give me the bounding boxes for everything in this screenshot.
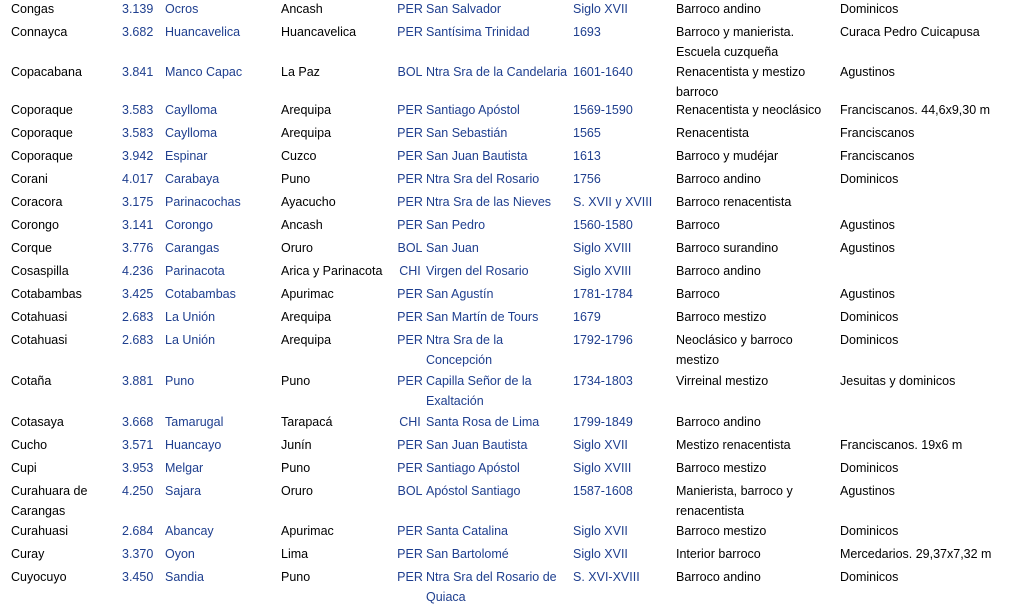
- cell-province: Puno: [165, 374, 195, 388]
- cell-altitude: 2.684: [122, 524, 154, 538]
- cell-style: Barroco mestizo: [676, 461, 767, 475]
- cell-country: BOL: [397, 241, 423, 255]
- cell-altitude: 3.571: [122, 438, 154, 452]
- cell-town: Cotasaya: [11, 415, 64, 429]
- cell-style: Barroco y manierista. Escuela cuzqueña: [676, 25, 795, 59]
- cell-style: Barroco andino: [676, 2, 761, 16]
- cell-department: Junín: [281, 438, 312, 452]
- cell-style: Barroco andino: [676, 415, 761, 429]
- cell-town: Cuyocuyo: [11, 570, 67, 584]
- cell-altitude: 3.583: [122, 126, 154, 140]
- cell-town: Curay: [11, 547, 45, 561]
- cell-date: 1565: [573, 126, 601, 140]
- cell-country: PER: [397, 195, 423, 209]
- cell-province: Sajara: [165, 484, 202, 498]
- cell-altitude: 3.881: [122, 374, 154, 388]
- cell-country: PER: [397, 333, 423, 347]
- cell-notes: Agustinos: [840, 241, 895, 255]
- cell-altitude: 3.583: [122, 103, 154, 117]
- cell-town: Corongo: [11, 218, 59, 232]
- cell-date: S. XVII y XVIII: [573, 195, 653, 209]
- cell-province: Parinacochas: [165, 195, 241, 209]
- cell-province: Tamarugal: [165, 415, 224, 429]
- cell-department: Cuzco: [281, 149, 317, 163]
- cell-church: Santa Catalina: [426, 524, 509, 538]
- cell-style: Barroco mestizo: [676, 524, 767, 538]
- cell-province: Huancavelica: [165, 25, 241, 39]
- cell-church: Apóstol Santiago: [426, 484, 521, 498]
- cell-country: CHI: [399, 415, 421, 429]
- cell-town: Coracora: [11, 195, 63, 209]
- cell-altitude: 3.953: [122, 461, 154, 475]
- cell-department: Apurimac: [281, 287, 334, 301]
- cell-province: Sandia: [165, 570, 204, 584]
- cell-town: Cotabambas: [11, 287, 82, 301]
- cell-date: 1560-1580: [573, 218, 633, 232]
- cell-church: San Juan Bautista: [426, 438, 528, 452]
- cell-notes: Franciscanos: [840, 126, 915, 140]
- cell-country: PER: [397, 218, 423, 232]
- cell-notes: Mercedarios. 29,37x7,32 m: [840, 547, 992, 561]
- cell-town: Coporaque: [11, 126, 73, 140]
- cell-province: Carabaya: [165, 172, 220, 186]
- cell-town: Corque: [11, 241, 52, 255]
- cell-country: PER: [397, 374, 423, 388]
- cell-altitude: 4.236: [122, 264, 154, 278]
- cell-church: Ntra Sra de la Candelaria: [426, 65, 568, 79]
- cell-notes: Franciscanos. 44,6x9,30 m: [840, 103, 991, 117]
- cell-style: Barroco y mudéjar: [676, 149, 779, 163]
- cell-town: Curahuasi: [11, 524, 68, 538]
- cell-church: Ntra Sra del Rosario: [426, 172, 540, 186]
- cell-town: Cotahuasi: [11, 333, 68, 347]
- cell-church: San Salvador: [426, 2, 502, 16]
- cell-altitude: 4.017: [122, 172, 154, 186]
- cell-country: PER: [397, 287, 423, 301]
- cell-country: PER: [397, 2, 423, 16]
- cell-town: Cupi: [11, 461, 37, 475]
- cell-church: Capilla Señor de la Exaltación: [426, 374, 532, 408]
- cell-department: Puno: [281, 570, 311, 584]
- cell-country: PER: [397, 172, 423, 186]
- cell-country: PER: [397, 438, 423, 452]
- cell-church: Ntra Sra del Rosario de Quiaca: [426, 570, 557, 604]
- cell-style: Barroco renacentista: [676, 195, 792, 209]
- cell-province: Espinar: [165, 149, 208, 163]
- cell-date: 1679: [573, 310, 601, 324]
- cell-date: 1613: [573, 149, 601, 163]
- cell-style: Barroco surandino: [676, 241, 779, 255]
- cell-province: Abancay: [165, 524, 214, 538]
- cell-department: Huancavelica: [281, 25, 357, 39]
- cell-date: Siglo XVII: [573, 2, 628, 16]
- cell-town: Coporaque: [11, 149, 73, 163]
- cell-province: Parinacota: [165, 264, 225, 278]
- cell-country: PER: [397, 25, 423, 39]
- cell-department: Arica y Parinacota: [281, 264, 383, 278]
- cell-department: Ancash: [281, 2, 323, 16]
- cell-church: San Pedro: [426, 218, 486, 232]
- cell-country: PER: [397, 461, 423, 475]
- cell-notes: Dominicos: [840, 461, 899, 475]
- cell-province: Huancayo: [165, 438, 222, 452]
- cell-style: Barroco andino: [676, 570, 761, 584]
- cell-altitude: 3.139: [122, 2, 154, 16]
- cell-style: Barroco: [676, 287, 720, 301]
- cell-town: Cotahuasi: [11, 310, 68, 324]
- cell-date: Siglo XVII: [573, 547, 628, 561]
- cell-department: Tarapacá: [281, 415, 333, 429]
- cell-town: Cucho: [11, 438, 48, 452]
- cell-department: Puno: [281, 374, 311, 388]
- cell-notes: Curaca Pedro Cuicapusa: [840, 25, 980, 39]
- cell-date: S. XVI-XVIII: [573, 570, 640, 584]
- cell-notes: Dominicos: [840, 2, 899, 16]
- cell-date: 1693: [573, 25, 601, 39]
- cell-church: San Juan Bautista: [426, 149, 528, 163]
- cell-date: Siglo XVIII: [573, 264, 632, 278]
- cell-altitude: 3.668: [122, 415, 154, 429]
- cell-notes: Agustinos: [840, 287, 895, 301]
- cell-date: Siglo XVII: [573, 438, 628, 452]
- cell-date: 1569-1590: [573, 103, 633, 117]
- cell-department: Oruro: [281, 484, 313, 498]
- cell-town: Copacabana: [11, 65, 82, 79]
- cell-country: PER: [397, 126, 423, 140]
- cell-style: Barroco andino: [676, 172, 761, 186]
- cell-church: San Juan: [426, 241, 479, 255]
- cell-province: Caylloma: [165, 103, 218, 117]
- cell-notes: Dominicos: [840, 310, 899, 324]
- cell-province: La Unión: [165, 333, 216, 347]
- cell-style: Barroco andino: [676, 264, 761, 278]
- cell-church: San Sebastián: [426, 126, 508, 140]
- cell-town: Cosaspilla: [11, 264, 69, 278]
- cell-style: Interior barroco: [676, 547, 761, 561]
- cell-department: Arequipa: [281, 126, 332, 140]
- cell-country: CHI: [399, 264, 421, 278]
- cell-style: Virreinal mestizo: [676, 374, 769, 388]
- cell-style: Neoclásico y barroco mestizo: [676, 333, 793, 367]
- cell-notes: Dominicos: [840, 333, 899, 347]
- cell-altitude: 4.250: [122, 484, 154, 498]
- cell-town: Congas: [11, 2, 55, 16]
- cell-style: Mestizo renacentista: [676, 438, 791, 452]
- cell-church: Santa Rosa de Lima: [426, 415, 540, 429]
- cell-department: Apurimac: [281, 524, 334, 538]
- cell-notes: Dominicos: [840, 570, 899, 584]
- cell-country: PER: [397, 103, 423, 117]
- cell-style: Barroco mestizo: [676, 310, 767, 324]
- cell-date: 1792-1796: [573, 333, 633, 347]
- cell-church: Virgen del Rosario: [426, 264, 529, 278]
- cell-altitude: 3.175: [122, 195, 154, 209]
- cell-altitude: 3.370: [122, 547, 154, 561]
- cell-notes: Dominicos: [840, 172, 899, 186]
- cell-notes: Franciscanos. 19x6 m: [840, 438, 963, 452]
- cell-country: BOL: [397, 65, 423, 79]
- cell-department: Oruro: [281, 241, 313, 255]
- cell-style: Barroco: [676, 218, 720, 232]
- cell-town: Curahuara de Carangas: [11, 484, 88, 518]
- cell-town: Connayca: [11, 25, 68, 39]
- cell-date: 1799-1849: [573, 415, 633, 429]
- cell-notes: Agustinos: [840, 65, 895, 79]
- cell-altitude: 3.141: [122, 218, 154, 232]
- cell-notes: Agustinos: [840, 218, 895, 232]
- cell-country: PER: [397, 149, 423, 163]
- cell-department: Lima: [281, 547, 309, 561]
- cell-altitude: 3.425: [122, 287, 154, 301]
- cell-country: PER: [397, 570, 423, 584]
- cell-province: Corongo: [165, 218, 213, 232]
- cell-date: Siglo XVIII: [573, 241, 632, 255]
- cell-province: Ocros: [165, 2, 199, 16]
- cell-church: Ntra Sra de la Concepción: [426, 333, 504, 367]
- cell-country: PER: [397, 547, 423, 561]
- cell-department: Ayacucho: [281, 195, 336, 209]
- cell-town: Cotaña: [11, 374, 52, 388]
- cell-altitude: 2.683: [122, 310, 154, 324]
- cell-date: 1587-1608: [573, 484, 633, 498]
- cell-province: La Unión: [165, 310, 216, 324]
- cell-church: Ntra Sra de las Nieves: [426, 195, 552, 209]
- cell-church: San Agustín: [426, 287, 494, 301]
- cell-church: San Martín de Tours: [426, 310, 539, 324]
- cell-town: Coporaque: [11, 103, 73, 117]
- cell-style: Manierista, barroco y renacentista: [676, 484, 793, 518]
- cell-altitude: 3.776: [122, 241, 154, 255]
- cell-church: Santiago Apóstol: [426, 103, 520, 117]
- cell-date: Siglo XVIII: [573, 461, 632, 475]
- cell-notes: Jesuitas y dominicos: [840, 374, 956, 388]
- cell-province: Oyon: [165, 547, 195, 561]
- cell-notes: Franciscanos: [840, 149, 915, 163]
- cell-style: Renacentista y neoclásico: [676, 103, 822, 117]
- cell-church: Santísima Trinidad: [426, 25, 530, 39]
- cell-department: Arequipa: [281, 333, 332, 347]
- cell-church: San Bartolomé: [426, 547, 509, 561]
- cell-country: PER: [397, 524, 423, 538]
- cell-altitude: 3.682: [122, 25, 154, 39]
- cell-altitude: 3.450: [122, 570, 154, 584]
- cell-church: Santiago Apóstol: [426, 461, 520, 475]
- cell-altitude: 2.683: [122, 333, 154, 347]
- cell-altitude: 3.841: [122, 65, 154, 79]
- cell-date: 1781-1784: [573, 287, 633, 301]
- cell-country: BOL: [397, 484, 423, 498]
- cell-style: Renacentista y mestizo barroco: [676, 65, 806, 99]
- cell-date: 1601-1640: [573, 65, 633, 79]
- cell-altitude: 3.942: [122, 149, 154, 163]
- cell-province: Caylloma: [165, 126, 218, 140]
- cell-province: Manco Capac: [165, 65, 243, 79]
- cell-town: Corani: [11, 172, 48, 186]
- cell-department: La Paz: [281, 65, 320, 79]
- cell-province: Cotabambas: [165, 287, 236, 301]
- cell-style: Renacentista: [676, 126, 749, 140]
- cell-province: Melgar: [165, 461, 204, 475]
- cell-date: 1734-1803: [573, 374, 633, 388]
- cell-country: PER: [397, 310, 423, 324]
- cell-date: Siglo XVII: [573, 524, 628, 538]
- cell-province: Carangas: [165, 241, 220, 255]
- cell-department: Puno: [281, 172, 311, 186]
- cell-department: Puno: [281, 461, 311, 475]
- cell-date: 1756: [573, 172, 601, 186]
- cell-notes: Dominicos: [840, 524, 899, 538]
- cell-department: Arequipa: [281, 103, 332, 117]
- cell-department: Arequipa: [281, 310, 332, 324]
- cell-department: Ancash: [281, 218, 323, 232]
- cell-notes: Agustinos: [840, 484, 895, 498]
